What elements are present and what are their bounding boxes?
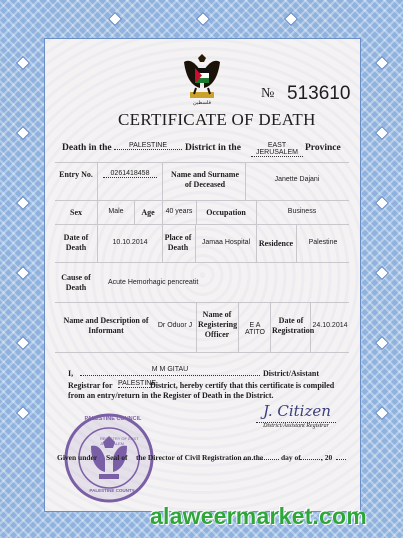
table-rule [55,302,349,303]
border-diamond [375,126,389,140]
table-rule [245,162,246,200]
registrar-signature: J. Citizen [263,402,331,420]
death-in-label: Death in the [62,143,112,153]
informant-label: Name and Description of Informant [63,316,149,335]
table-rule [296,224,297,262]
table-rule [162,162,163,200]
age-label: Age [141,208,155,217]
registering-officer-value: E A ATITO [245,322,265,336]
date-of-death-label: Date of Death [63,233,89,252]
age-value: 40 years [165,208,193,215]
day-blank [243,459,279,460]
border-diamond [284,12,298,26]
table-rule [196,302,197,352]
deceased-name-value: Janette Dajani [274,176,320,183]
entry-no-value: 0261418458 [103,170,157,178]
watermark-text: alaweermarket.com [150,503,367,529]
registration-date-label: Date of Registration [272,316,315,335]
seal-text-mid: REGISTRY OF EAST JERUSALEM [100,436,139,446]
border-diamond [375,336,389,350]
date-of-death-value: 10.10.2014 [112,239,148,246]
district-field: EAST JERUSALEM [251,142,303,157]
signature-caption: District/Assistant Registrar [256,422,336,429]
province-label: Province [305,143,341,153]
border-diamond [16,196,30,210]
country-field: PALESTINE [114,142,182,150]
table-rule [196,200,197,224]
district-in-label: District in the [185,143,241,153]
border-diamond [16,336,30,350]
border-diamond [16,266,30,280]
entry-no-label: Entry No. [59,170,93,179]
table-rule [55,200,349,201]
given-under-label: Given under [57,453,98,462]
sex-value: Male [108,208,124,215]
border-diamond [196,12,210,26]
registrar-for-label: Registrar for [68,381,113,390]
border-diamond [375,56,389,70]
table-rule [195,224,196,262]
registering-officer-label: Name of Registering Officer [198,310,238,339]
registrar-name: M M GITAU [151,366,189,373]
month-blank [300,459,322,460]
registrar-country: PALESTINE [118,380,156,387]
i-prefix: I, [68,369,74,378]
border-diamond [375,196,389,210]
seal-text-top: PALESTINE COUNCIL [84,416,142,422]
year-blank [336,459,346,460]
certify-text: District, hereby certify that this certificate is compiled [150,381,335,390]
number-symbol: № [261,86,275,101]
border-diamond [375,406,389,420]
day-of-label: day of [281,453,301,462]
table-rule [55,162,349,163]
residence-label: Residence [258,239,294,248]
year-suffix: , 20 [321,453,333,462]
emblem-caption: فلسطين [193,101,211,106]
border-diamond [375,266,389,280]
occupation-value: Business [287,208,317,215]
place-of-death-label: Place of Death [164,233,192,252]
certify-text-2: from an entry/return in the Register of Death in the District. [68,391,274,400]
residence-value: Palestine [308,239,338,246]
table-rule [270,302,271,352]
border-diamond [16,56,30,70]
seal-text-bottom: PALESTINE COUNTY [89,488,135,493]
table-rule [134,200,135,224]
table-rule [238,302,239,352]
sex-label: Sex [70,208,82,217]
occupation-label: Occupation [206,208,246,217]
district-assistant-label: District/Asistant [263,369,319,378]
table-rule [55,224,349,225]
registration-date-value: 24.10.2014 [312,322,348,329]
director-text: the Director of Civil Registration on the [136,453,264,462]
registrar-name-line [80,375,260,376]
seal-of-label: Seal of [106,453,128,462]
cause-of-death-label: Cause of Death [61,273,91,292]
informant-value: Dr Oduor J [157,322,193,329]
table-rule [55,262,349,263]
cause-of-death-value: Acute Hemorhagic pencreatit [108,279,199,286]
border-diamond [16,406,30,420]
table-rule [97,162,98,262]
table-rule [55,352,349,353]
certificate-title: CERTIFICATE OF DEATH [118,110,316,129]
place-of-death-value: Jamaa Hospital [201,239,251,246]
table-rule [256,200,257,262]
border-diamond [108,12,122,26]
deceased-name-label: Name and Surname of Deceased [170,170,239,189]
border-diamond [16,126,30,140]
certificate-number: 513610 [287,83,351,104]
